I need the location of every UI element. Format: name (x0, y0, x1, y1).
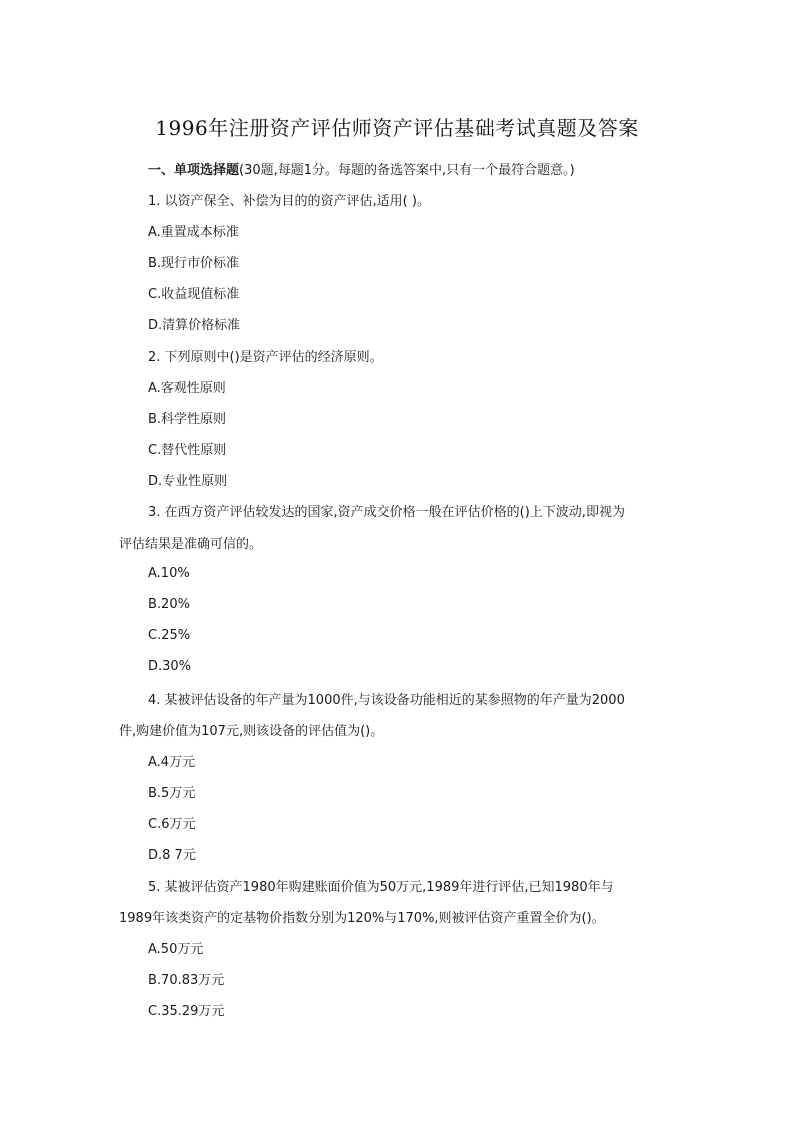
question-5-stem: 5. 某被评估资产1980年购建账面价值为50万元,1989年进行评估,已知1980年与 (148, 880, 614, 895)
question-5-stem-continued: 1989年该类资产的定基物价指数分别为120%与170%,则被评估资产重置全价为()。 (119, 911, 605, 926)
question-5-option-b: B.70.83万元 (148, 973, 225, 988)
question-3-stem: 3. 在西方资产评估较发达的国家,资产成交价格一般在评估价格的()上下波动,即视为 (148, 505, 625, 520)
question-3-option-a: A.10% (148, 566, 190, 581)
question-4-stem-continued: 件,购建价值为107元,则该设备的评估值为()。 (119, 724, 384, 739)
section-heading: 一、单项选择题 (148, 163, 240, 178)
question-3-option-b: B.20% (148, 597, 190, 612)
question-2-option-a: A.客观性原则 (148, 381, 226, 396)
question-1-option-a: A.重置成本标准 (148, 225, 239, 240)
question-4-option-c: C.6万元 (148, 817, 196, 832)
question-4-option-b: B.5万元 (148, 786, 196, 801)
question-2-option-c: C.替代性原则 (148, 443, 227, 458)
question-4-option-a: A.4万元 (148, 755, 196, 770)
section-note: (30题,每题1分。每题的备选答案中,只有一个最符合题意。) (239, 163, 575, 178)
question-4-option-d: D.8 7元 (148, 848, 196, 863)
question-1-option-b: B.现行市价标准 (148, 256, 240, 271)
question-5-option-a: A.50万元 (148, 942, 204, 957)
question-3-option-d: D.30% (148, 659, 192, 674)
question-1-stem: 1. 以资产保全、补偿为目的的资产评估,适用( )。 (148, 194, 430, 209)
question-2-stem: 2. 下列原则中()是资产评估的经济原则。 (148, 350, 383, 365)
question-5-option-c: C.35.29万元 (148, 1004, 225, 1019)
question-1-option-d: D.清算价格标准 (148, 318, 241, 333)
section-heading-line (148, 159, 575, 178)
question-3-stem-continued: 评估结果是准确可信的。 (119, 537, 263, 552)
question-2-option-d: D.专业性原则 (148, 474, 228, 489)
document-title: 1996年注册资产评估师资产评估基础考试真题及答案 (155, 116, 639, 140)
question-3-option-c: C.25% (148, 628, 191, 643)
question-1-option-c: C.收益现值标准 (148, 287, 240, 302)
question-4-stem: 4. 某被评估设备的年产量为1000件,与该设备功能相近的某参照物的年产量为2000 (148, 693, 625, 708)
question-2-option-b: B.科学性原则 (148, 412, 227, 427)
